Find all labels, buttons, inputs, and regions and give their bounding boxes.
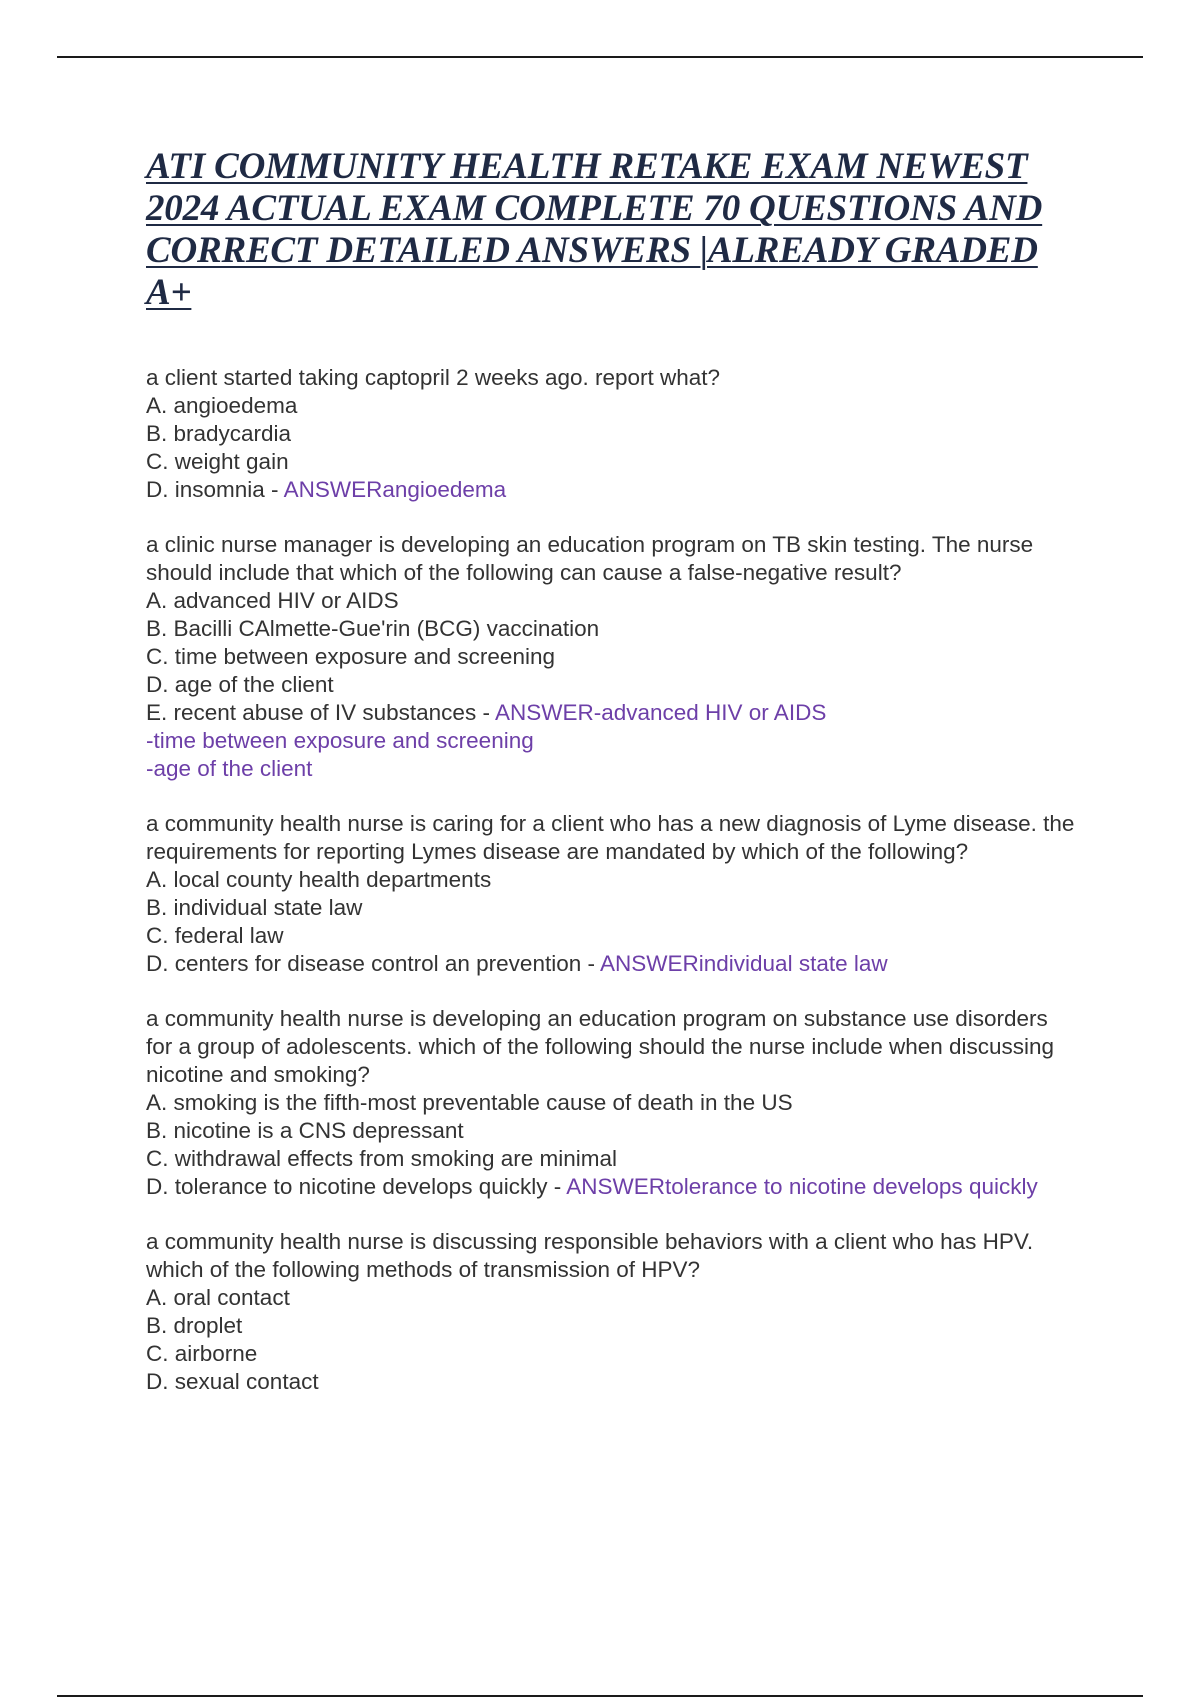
question-block — [146, 364, 1076, 504]
document-page — [146, 146, 1076, 1423]
option-with-answer — [146, 950, 1076, 978]
document-title: ATI COMMUNITY HEALTH RETAKE EXAM NEWEST 2024 ACTUAL EXAM COMPLETE 70 QUESTIONS AND CORRECT DETAILED ANSWERS |ALREADY GRADED A+ — [146, 146, 1043, 313]
option: B. individual state law — [146, 895, 363, 920]
option-with-answer — [146, 476, 1076, 504]
option: A. oral contact — [146, 1285, 290, 1310]
answer-text: ANSWERtolerance to nicotine develops quickly — [566, 1174, 1038, 1199]
option: D. sexual contact — [146, 1369, 319, 1394]
option: C. federal law — [146, 923, 284, 948]
question-stem: a client started taking captopril 2 weeks ago. report what? — [146, 365, 721, 390]
answer-text: ANSWER-advanced HIV or AIDS — [494, 700, 827, 725]
option: A. advanced HIV or AIDS — [146, 588, 399, 613]
option-with-answer — [146, 1173, 1076, 1201]
question-block — [146, 531, 1076, 783]
question-block — [146, 1228, 1076, 1396]
option: C. withdrawal effects from smoking are minimal — [146, 1146, 617, 1171]
option: B. bradycardia — [146, 421, 292, 446]
answer-text: -time between exposure and screening — [146, 728, 534, 753]
question-block — [146, 810, 1076, 978]
option: A. local county health departments — [146, 867, 492, 892]
option: C. airborne — [146, 1341, 258, 1366]
question-block — [146, 1005, 1076, 1201]
question-stem: a community health nurse is developing an education program on substance use disorders for a group of adolescents. which of the following should the nurse include when discussing nicotine and smoking? — [146, 1006, 1055, 1087]
option: A. angioedema — [146, 393, 298, 418]
option: B. nicotine is a CNS depressant — [146, 1118, 464, 1143]
question-stem: a community health nurse is caring for a client who has a new diagnosis of Lyme disease. the requirements for reporting Lymes disease are mandated by which of the following? — [146, 811, 1075, 864]
answer-text: ANSWERindividual state law — [600, 951, 888, 976]
option: D. insomnia - — [146, 477, 284, 502]
top-rule — [57, 56, 1143, 58]
option: D. centers for disease control an prevention - — [146, 951, 600, 976]
option: D. tolerance to nicotine develops quickly - — [146, 1174, 567, 1199]
option: C. weight gain — [146, 449, 289, 474]
answer-text: -age of the client — [146, 756, 313, 781]
option-with-answer — [146, 699, 1076, 727]
option: B. droplet — [146, 1313, 243, 1338]
option: B. Bacilli CAlmette-Gue'rin (BCG) vaccination — [146, 616, 600, 641]
answer-text: ANSWERangioedema — [283, 477, 507, 502]
option: C. time between exposure and screening — [146, 644, 555, 669]
bottom-rule — [57, 1695, 1143, 1697]
option: A. smoking is the fifth-most preventable cause of death in the US — [146, 1090, 793, 1115]
option: E. recent abuse of IV substances - — [146, 700, 495, 725]
option: D. age of the client — [146, 672, 334, 697]
question-stem: a clinic nurse manager is developing an education program on TB skin testing. The nurse should include that which of the following can cause a false-negative result? — [146, 532, 1034, 585]
question-stem: a community health nurse is discussing responsible behaviors with a client who has HPV. which of the following methods of transmission of HPV? — [146, 1229, 1034, 1282]
